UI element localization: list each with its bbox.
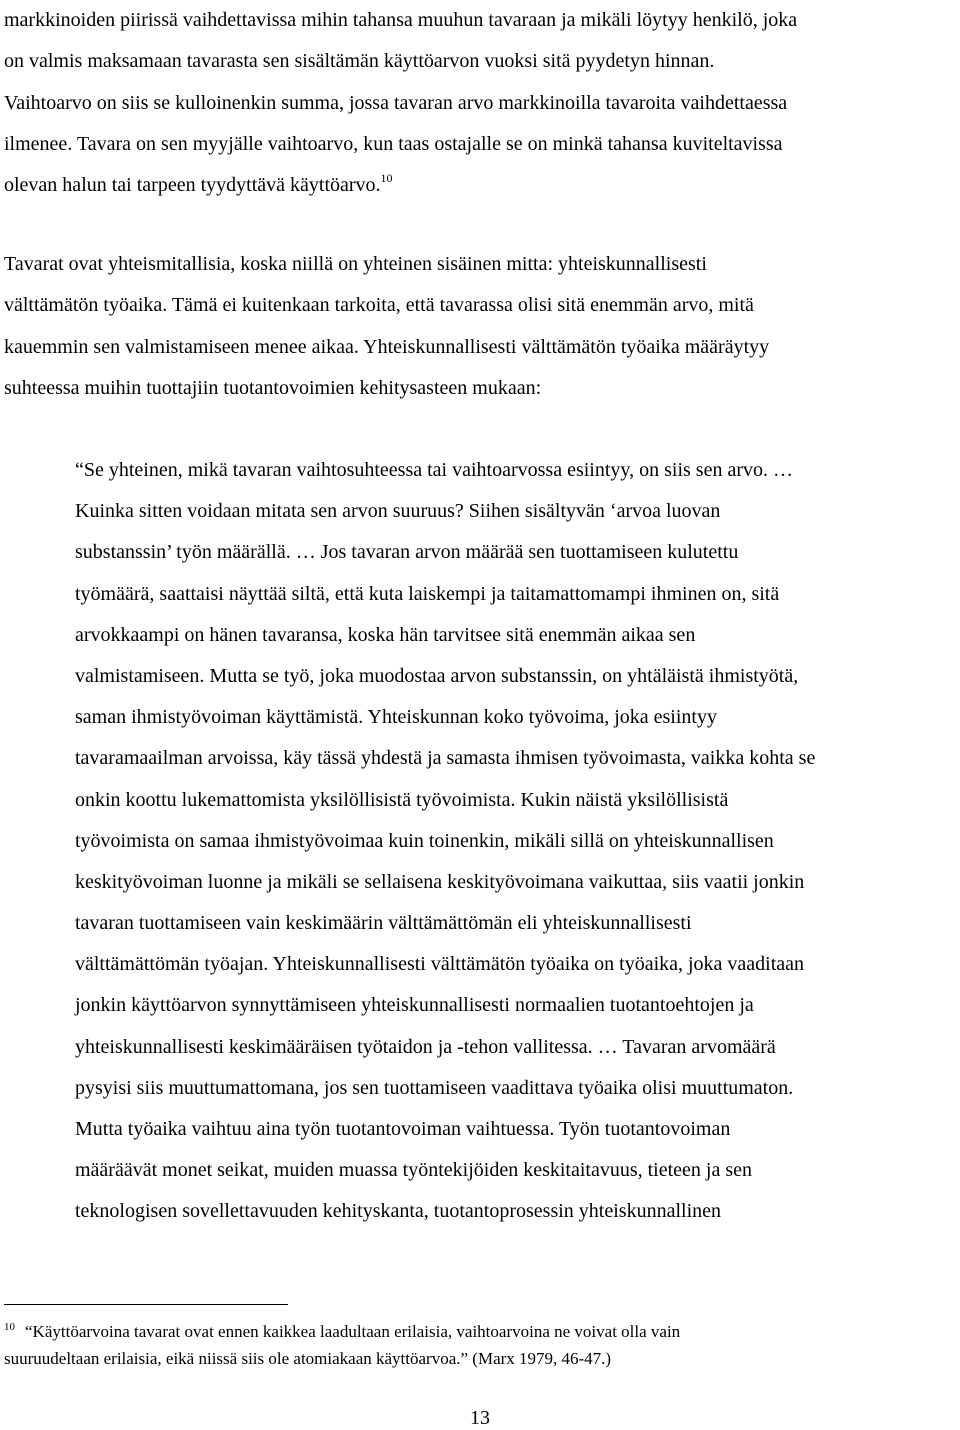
text-line: Tavarat ovat yhteismitallisia, koska niillä on yhteinen sisäinen mitta: yhteiskunnallisesti bbox=[4, 253, 707, 275]
footnote-line bbox=[4, 1318, 944, 1345]
quote-line: arvokkaampi on hänen tavaransa, koska hän tarvitsee sitä enemmän aikaa sen bbox=[75, 623, 696, 646]
footnote-reference: 10 bbox=[380, 171, 393, 186]
paragraph-1 bbox=[4, 0, 956, 206]
quote-line: yhteiskunnallisesti keskimääräisen työtaidon ja -tehon vallitessa. … Tavaran arvomäärä bbox=[75, 1035, 776, 1058]
quote-line: substanssin’ työn määrällä. … Jos tavaran arvon määrää sen tuottamiseen kulutettu bbox=[75, 541, 739, 564]
page-number: 13 bbox=[470, 1407, 490, 1429]
quote-line: Kuinka sitten voidaan mitata sen arvon suuruus? Siihen sisältyvän ‘arvoa luovan bbox=[75, 500, 721, 523]
quote-line: Mutta työaika vaihtuu aina työn tuotantovoiman vaihtuessa. Työn tuotantovoiman bbox=[75, 1118, 731, 1140]
text-line: kauemmin sen valmistamiseen menee aikaa. Yhteiskunnallisesti välttämätön työaika määräytyy bbox=[4, 335, 770, 358]
block-quote bbox=[75, 450, 955, 1233]
text-line: olevan halun tai tarpeen tyydyttävä käyttöarvo. bbox=[4, 174, 381, 197]
quote-line: “Se yhteinen, mikä tavaran vaihtosuhteessa tai vaihtoarvossa esiintyy, on siis sen arvo. … bbox=[75, 459, 793, 481]
footnote-separator bbox=[4, 1304, 288, 1305]
quote-line: keskityövoiman luonne ja mikäli se sellaisena keskityövoimana vaikuttaa, siis vaatii jonkin bbox=[75, 870, 805, 893]
footnote bbox=[4, 1318, 944, 1372]
quote-line: saman ihmistyövoiman käyttämistä. Yhteiskunnan koko työvoima, joka esiintyy bbox=[75, 706, 717, 729]
text-line: välttämätön työaika. Tämä ei kuitenkaan tarkoita, että tavarassa olisi sitä enemmän arvo, mitä bbox=[4, 294, 754, 317]
text-line: on valmis maksamaan tavarasta sen sisältämän käyttöarvon vuoksi sitä pyydetyn hinnan. bbox=[4, 50, 715, 73]
footnote-text: “Käyttöarvoina tavarat ovat ennen kaikkea laadultaan erilaisia, vaihtoarvoina ne voivat olla vain bbox=[25, 1322, 681, 1341]
quote-line: työmäärä, saattaisi näyttää siltä, että kuta laiskempi ja taitamattomampi ihminen on, sitä bbox=[75, 582, 780, 605]
quote-line: tavaran tuottamiseen vain keskimäärin välttämättömän eli yhteiskunnallisesti bbox=[75, 912, 692, 935]
text-line: Vaihtoarvo on siis se kulloinenkin summa, jossa tavaran arvo markkinoilla tavaroita vaihdettaessa bbox=[4, 91, 788, 114]
footnote-line: suuruudeltaan erilaisia, eikä niissä siis ole atomiakaan käyttöarvoa.” (Marx 1979, 46-47.) bbox=[4, 1349, 612, 1368]
quote-line: tavaramaailman arvoissa, käy tässä yhdestä ja samasta ihmisen työvoimasta, vaikka kohta se bbox=[75, 747, 816, 770]
text-line: ilmenee. Tavara on sen myyjälle vaihtoarvo, kun taas ostajalle se on minkä tahansa kuviteltavissa bbox=[4, 132, 783, 155]
text-line: suhteessa muihin tuottajiin tuotantovoimien kehitysasteen mukaan: bbox=[4, 376, 542, 399]
quote-line: teknologisen sovellettavuuden kehityskanta, tuotantoprosessin yhteiskunnallinen bbox=[75, 1200, 721, 1223]
footnote-marker: 10 bbox=[4, 1321, 15, 1333]
quote-line: jonkin käyttöarvon synnyttämiseen yhteiskunnallisesti normaalien tuotantoehtojen ja bbox=[75, 994, 754, 1017]
quote-line: pysyisi siis muuttumattomana, jos sen tuottamiseen vaadittava työaika olisi muuttumaton. bbox=[75, 1076, 794, 1099]
paragraph-2 bbox=[4, 244, 956, 409]
quote-line: työvoimista on samaa ihmistyövoimaa kuin toinenkin, mikäli sillä on yhteiskunnallisen bbox=[75, 829, 774, 852]
text-line: markkinoiden piirissä vaihdettavissa mihin tahansa muuhun tavaraan ja mikäli löytyy henkilö, joka bbox=[4, 9, 798, 31]
quote-line: välttämättömän työajan. Yhteiskunnallisesti välttämätön työaika on työaika, joka vaaditaan bbox=[75, 953, 805, 976]
quote-line: valmistamiseen. Mutta se työ, joka muodostaa arvon substanssin, on yhtäläistä ihmistyötä, bbox=[75, 664, 799, 687]
quote-line: onkin koottu lukemattomista yksilöllisistä työvoimista. Kukin näistä yksilöllisistä bbox=[75, 788, 729, 811]
text-line-last bbox=[4, 165, 956, 206]
quote-line: määräävät monet seikat, muiden muassa työntekijöiden keskitaitavuus, tieteen ja sen bbox=[75, 1159, 753, 1182]
